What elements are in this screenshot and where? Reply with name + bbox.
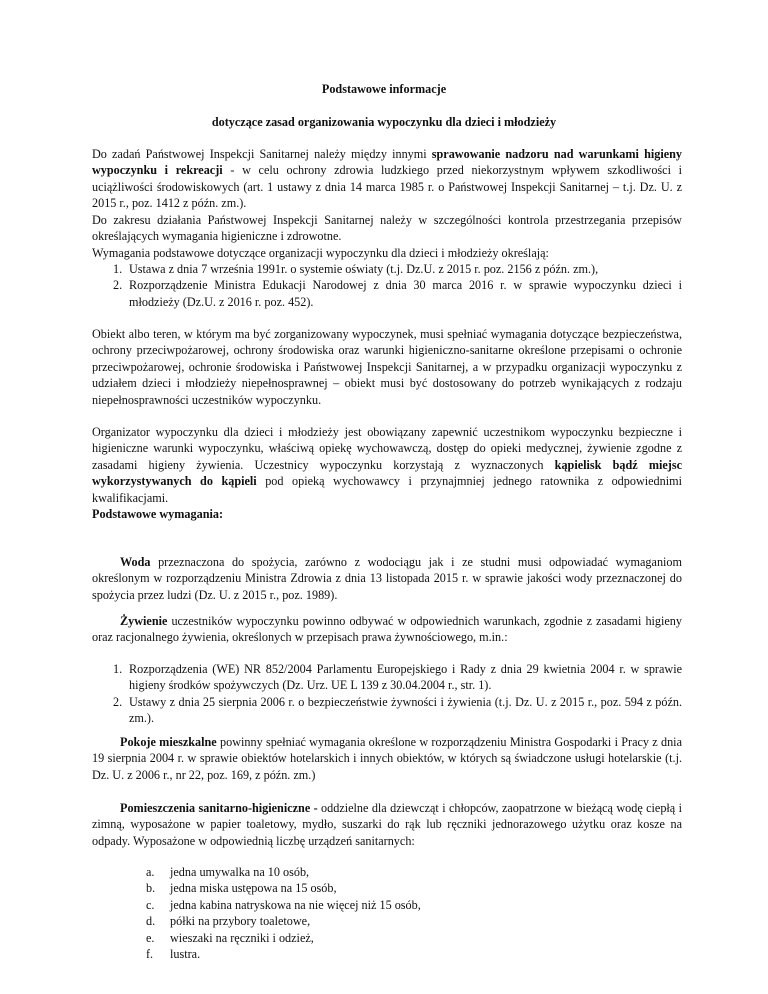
requirements-heading: Podstawowe wymagania: (92, 507, 224, 521)
list-item-text: wieszaki na ręczniki i odzież, (170, 930, 314, 945)
food-paragraph (92, 613, 682, 646)
list-item (146, 930, 646, 946)
list-item-number: 1. (113, 262, 123, 276)
list-item-letter: a. (146, 865, 155, 879)
organizer-text-tail: pod opieką wychowawcy i przynajmniej jednego ratownika z odpowiednimi kwalifikacjami. (92, 474, 682, 505)
water-text: przeznaczona do spożycia, zarówno z wodociągu jak i ze studni musi odpowiadać wymaganiom określonym w rozporządzeniu Ministra Zdrowia z dnia 13 listopada 2015 r. w sprawie jakości wody przeznaczonej do spożycia przez ludzi (Dz. U. z 2015 r., poz. 1989). (92, 555, 682, 602)
food-text: uczestników wypoczynku powinno odbywać w odpowiednich warunkach, zgodnie z zasadami higieny oraz racjonalnego żywienia, określonych w przepisach prawa żywnościowego, m.in.: (92, 614, 682, 645)
list-item-text: jedna umywalka na 10 osób, (170, 865, 310, 879)
list-item-number: 2. (113, 694, 123, 709)
rooms-paragraph (92, 734, 682, 783)
list-item (146, 880, 646, 896)
food-label: Żywienie (120, 614, 168, 628)
list-item-number: 2. (113, 278, 123, 293)
list-item (113, 261, 682, 277)
intro-text-tail: - w celu ochrony zdrowia ludzkiego przed niekorzystnym wpływem szkodliwości i uciążliwości środowiskowych (art. 1 ustawy z dnia 14 marca 1985 r. o Państwowej Inspekcji Sanitarnej – t.j. Dz. U. z 2015 r., poz. 1412 z późn. zm.). (92, 163, 683, 211)
list-item-text: lustra. (170, 947, 201, 962)
rooms-label: Pokoje mieszkalne (120, 735, 217, 749)
list-item (146, 897, 646, 913)
intro-text-bold: sprawowanie nadzoru nad warunkami higieny wypoczynku i rekreacji (92, 147, 682, 178)
intro-scope-paragraph: Do zakresu działania Państwowej Inspekcji Sanitarnej należy w szczególności kontrola przestrzegania przepisów określających wymagania higieniczne i zdrowotne. (92, 212, 682, 244)
list-item-letter: b. (146, 881, 156, 896)
list-item-text: Rozporządzenia (WE) NR 852/2004 Parlamentu Europejskiego i Rady z dnia 29 kwietnia 2004 r. w sprawie higieny środków spożywczych (Dz. Urz. UE L 139 z 30.04.2004 r., str. 1). (129, 662, 682, 693)
intro-paragraph (92, 146, 682, 212)
legal-basis-lead: Wymagania podstawowe dotyczące organizacji wypoczynku dla dzieci i młodzieży określają: (92, 246, 549, 260)
list-item-text: Ustawy z dnia 25 sierpnia 2006 r. o bezpieczeństwie żywności i żywienia (t.j. Dz. U. z 2015 r., poz. 594 z późn. zm.). (129, 694, 682, 726)
document-subtitle: dotyczące zasad organizowania wypoczynku dla dzieci i młodzieży (211, 115, 557, 129)
list-item (146, 946, 646, 962)
list-item-text: jedna miska ustępowa na 15 osób, (170, 881, 337, 896)
sanitary-equipment-list (146, 864, 646, 962)
water-paragraph (92, 554, 682, 603)
rooms-text: powinny spełniać wymagania określone w rozporządzeniu Ministra Gospodarki i Pracy z dnia 19 sierpnia 2004 r. w sprawie obiektów hotelarskich i innych obiektów, w których są świadczone usługi hotelarskie (t.j. Dz. U. z 2006 r., nr 22, poz. 169, z późn. zm.) (92, 735, 682, 782)
list-item-letter: d. (146, 914, 156, 929)
list-item-text: jedna kabina natryskowa na nie więcej niż 15 osób, (170, 897, 421, 912)
list-item (113, 694, 682, 727)
list-item-letter: e. (146, 930, 155, 945)
food-regulations-list (113, 661, 682, 727)
list-item (146, 864, 646, 880)
list-item-number: 1. (113, 662, 123, 676)
list-item-text: Ustawa z dnia 7 września 1991r. o systemie oświaty (t.j. Dz.U. z 2015 r. poz. 2156 z późn. zm.), (129, 262, 599, 276)
water-label: Woda (120, 555, 151, 569)
list-item (113, 277, 682, 310)
list-item (113, 661, 682, 694)
list-item-letter: c. (146, 897, 155, 912)
facility-paragraph: Obiekt albo teren, w którym ma być zorganizowany wypoczynek, musi spełniać wymagania dotyczące bezpieczeństwa, ochrony przeciwpożarowej, ochrony środowiska oraz warunki higieniczno-sanitarne określone przepisami o ochronie przeciwpożarowej, ochronie środowiska i Państwowej Inspekcji Sanitarnej, a w przypadku organizacji wypoczynku z udziałem dzieci i młodzieży niepełnosprawnej – obiekt musi być dostosowany do potrzeb wynikających z rodzaju niepełnosprawności uczestników wypoczynku. (92, 327, 682, 407)
sanitary-label: Pomieszczenia sanitarno-higieniczne - (120, 801, 318, 815)
sanitary-text: oddzielne dla dziewcząt i chłopców, zaopatrzone w bieżącą wodę ciepłą i zimną, wyposażone w papier toaletowy, mydło, suszarki do rąk lub ręczniki jednorazowego użytku oraz kosze na odpady. Wyposażone w odpowiednią liczbę urządzeń sanitarnych: (92, 801, 682, 848)
list-item (146, 913, 646, 929)
document-title: Podstawowe informacje (321, 82, 447, 96)
organizer-paragraph (92, 424, 682, 506)
organizer-text-lead: Organizator wypoczynku dla dzieci i młodzieży jest obowiązany zapewnić uczestnikom wypoczynku bezpieczne i higieniczne warunki wypoczynku, właściwą opiekę wychowawczą, dostęp do opieki medycznej, żywienie zgodne z zasadami higieny żywienia. Uczestnicy wypoczynku korzystają z wyznaczonych (92, 425, 682, 472)
intro-section (92, 146, 682, 244)
list-item-letter: f. (146, 947, 154, 962)
list-item-text: półki na przybory toaletowe, (170, 914, 311, 929)
intro-text-lead: Do zadań Państwowej Inspekcji Sanitarnej należy między innymi (92, 147, 432, 161)
sanitary-paragraph (92, 800, 682, 849)
legal-basis-list (113, 261, 682, 310)
organizer-text-bold: kąpielisk bądź miejsc wykorzystywanych do kąpieli (92, 457, 682, 489)
list-item-text: Rozporządzenie Ministra Edukacji Narodowej z dnia 30 marca 2016 r. w sprawie wypoczynku dzieci i młodzieży (Dz.U. z 2016 r. poz. 452). (129, 278, 682, 309)
